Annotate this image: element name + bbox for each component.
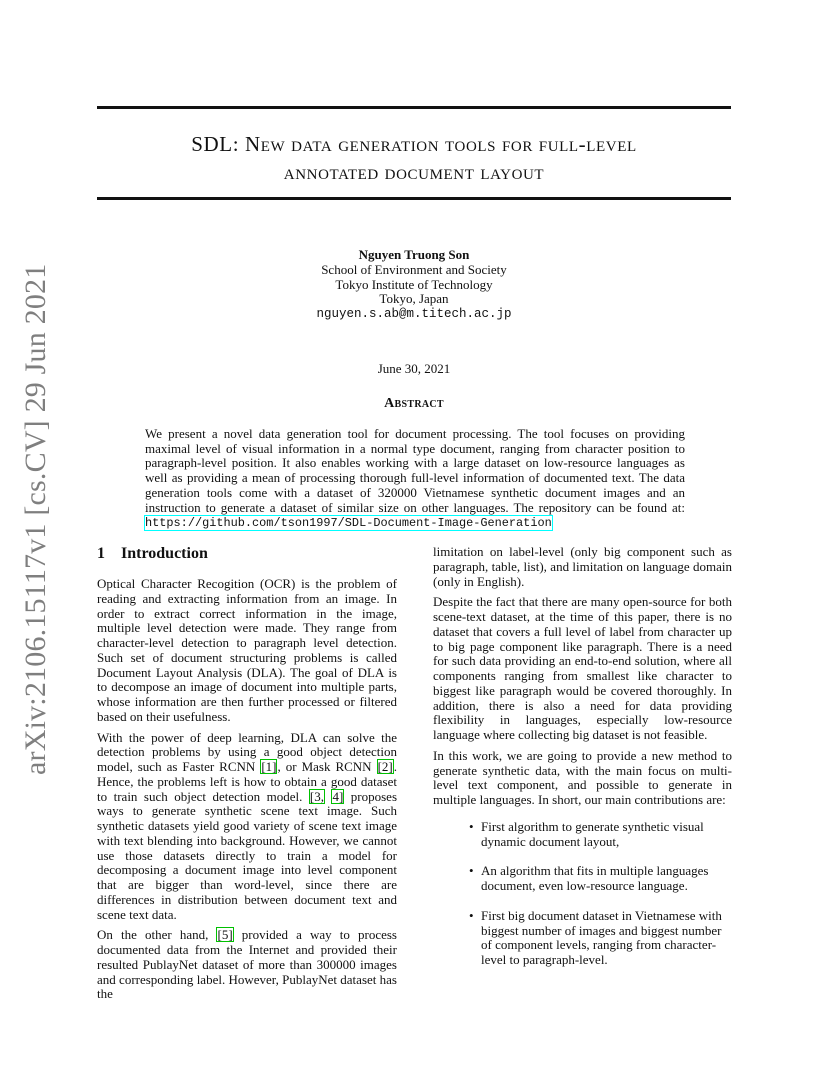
- citation-link-3[interactable]: [3,: [309, 788, 324, 804]
- paper-title-line-2: annotated document layout: [283, 160, 545, 184]
- list-item: • First big document dataset in Vietnamese with biggest number of images and biggest number of component levels, ranging from character-level to paragraph-level.: [469, 909, 732, 968]
- paragraph-text: provided a way to process documented data from the Internet and provided their resulted PublayNet dataset of more than 300000 images and corresponding label. However, PublayNet dataset has the: [97, 927, 397, 1002]
- author-affiliation-1: School of Environment and Society: [321, 261, 507, 277]
- abstract-heading: Abstract: [384, 396, 444, 411]
- paragraph-text: With the power of deep learning, DLA can solve the detection problems by using a good object detection model, such as Faster RCNN: [97, 729, 397, 774]
- list-item: • First algorithm to generate synthetic visual dynamic document layout,: [469, 820, 732, 850]
- intro-paragraph-6: In this work, we are going to provide a new method to generate synthetic data, with the main focus on multi-level text component, and possible to generate in multiple languages. In short, our main contributions are:: [433, 747, 732, 807]
- paragraph-text: . Hence, the problems left is how to obtain a good dataset to train such object detection model.: [97, 759, 397, 804]
- author-email[interactable]: nguyen.s.ab@m.titech.ac.jp: [316, 307, 512, 322]
- left-column: [97, 545, 397, 1008]
- title-top-rule: [97, 106, 731, 109]
- abstract-text: We present a novel data generation tool for document processing. The tool focuses on providing maximal level of visual information in a normal type document, ranging from character position to paragraph-level position. It also enables working with a large dataset on low-resource languages as well as providing a mean of processing thorough full-level information of documented text. The data generation tools come with a dataset of 320000 Vietnamese synthetic document images and an instruction to generate a dataset of similar size on other languages. The repository can be found at:: [145, 426, 685, 515]
- section-number: 1: [97, 545, 105, 562]
- intro-paragraph-5: Despite the fact that there are many open-source for both scene-text dataset, at the time of this paper, there is no dataset that covers a full level of label from character up to big page component like paragraph. There is a need for such data providing an end-to-end solution, where all components ranging from smallest like character to biggest like paragraph would be covered thoroughly. In addition, there is also a need for data providing flexibility in languages, especially low-resource language where collecting big dataset is not feasible.: [433, 594, 732, 742]
- author-block: [97, 248, 731, 322]
- section-title: Introduction: [121, 545, 208, 562]
- contributions-list: [433, 820, 732, 968]
- section-heading: [97, 545, 397, 563]
- citation-link-4[interactable]: 4]: [332, 788, 344, 804]
- citation-link-5[interactable]: [5]: [217, 927, 233, 943]
- paragraph-text: On the other hand,: [97, 927, 217, 943]
- paper-date: June 30, 2021: [377, 361, 451, 376]
- abstract-body: [145, 427, 685, 531]
- paragraph-text: , or Mask RCNN: [277, 759, 377, 774]
- intro-paragraph-4: limitation on label-level (only big component such as paragraph, table, list), and limitation on language domain (only in English).: [433, 544, 732, 589]
- paragraph-text: proposes ways to generate synthetic scene text image. Such synthetic datasets yield good variety of scene text image with text blending into background. However, we cannot use those datasets directly to train a model for decomposing a document image into level component that are bigger than word-level, since there are differences in distribution between document text and scene text data.: [97, 788, 398, 922]
- repository-link[interactable]: https://github.com/tson1997/SDL-Document-Image-Generation: [145, 516, 552, 531]
- author-location: Tokyo, Japan: [379, 291, 449, 307]
- title-bottom-rule: [97, 197, 731, 200]
- right-column: [433, 545, 732, 983]
- arxiv-identifier: arXiv:2106.15117v1 [cs.CV] 29 Jun 2021: [19, 263, 52, 775]
- author-name: Nguyen Truong Son: [358, 247, 470, 262]
- list-item: • An algorithm that fits in multiple languages document, even low-resource language.: [469, 864, 732, 894]
- intro-paragraph-1: Optical Character Recogition (OCR) is the problem of reading and extracting information from an image. In order to extract correct information in the image, multiple level detection were made. They range from character-level detection to paragraph level detection. Such set of document structuring problems is called Document Layout Analysis (DLA). The goal of DLA is to decompose an image of document into multiple parts, whose information are then further processed or filtered based on their usefulness.: [97, 576, 397, 724]
- intro-paragraph-3: [97, 928, 397, 1002]
- intro-paragraph-2: [97, 731, 397, 923]
- paper-title-line-1: SDL: New data generation tools for full-level: [191, 132, 637, 156]
- citation-link-2[interactable]: [2]: [377, 759, 393, 774]
- citation-link-1[interactable]: [1]: [261, 759, 277, 774]
- author-affiliation-2: Tokyo Institute of Technology: [335, 276, 493, 292]
